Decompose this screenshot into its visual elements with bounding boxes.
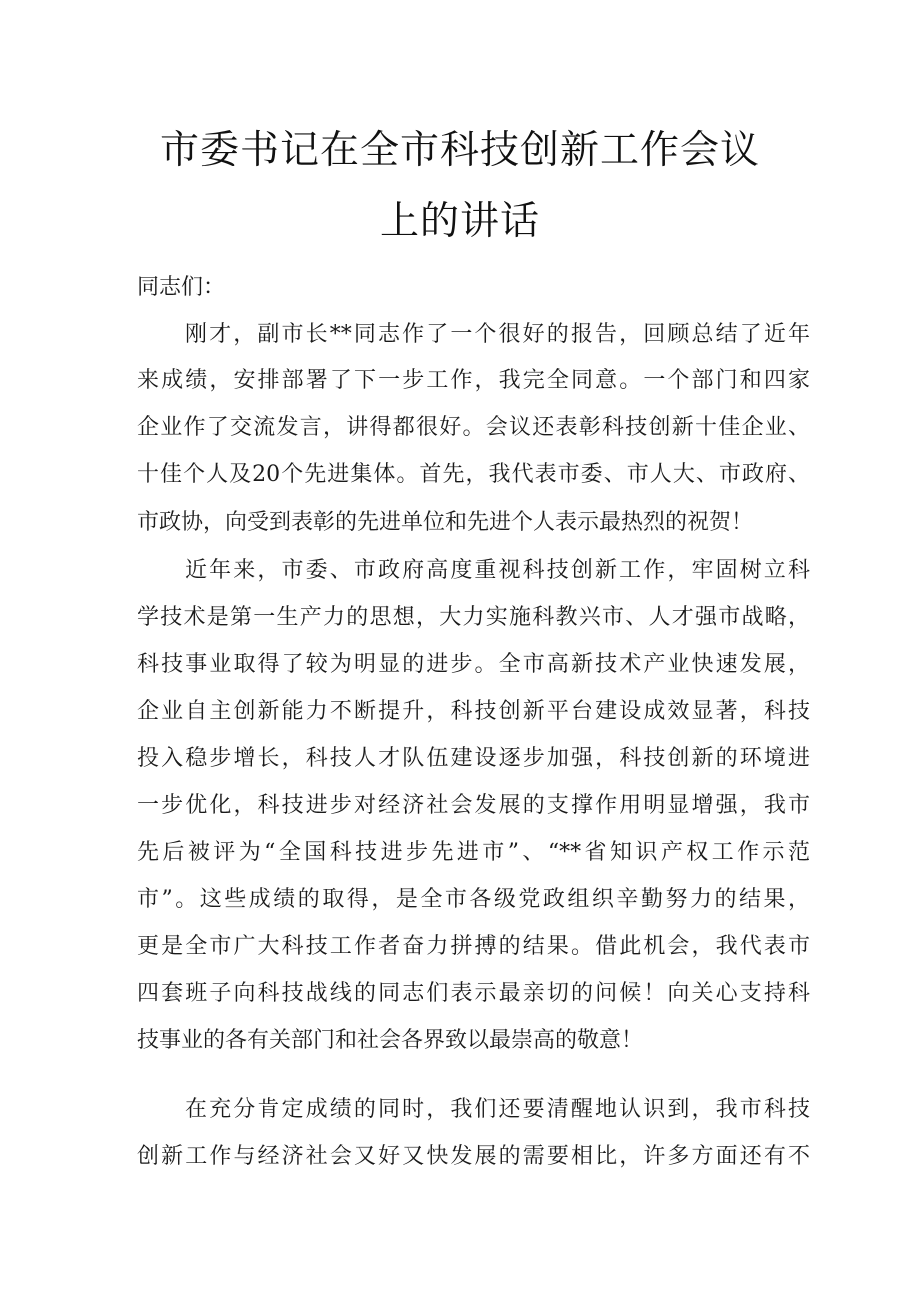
paragraph-2-line-2: 学技术是第一生产力的思想，大力实施科教兴市、人才强市战略， bbox=[137, 605, 810, 630]
paragraph-1-line-2: 来成绩，安排部署了下一步工作，我完全同意。一个部门和四家 bbox=[137, 368, 810, 393]
document-title-line-2: 上的讲话 bbox=[379, 199, 540, 244]
paragraph-2-line-11: 技事业的各有关部门和社会各界致以最崇高的敬意！ bbox=[137, 1028, 644, 1053]
paragraph-3-line-2: 创新工作与经济社会又好又快发展的需要相比，许多方面还有不 bbox=[137, 1144, 810, 1169]
paragraph-1-line-5: 市政协，向受到表彰的先进单位和先进个人表示最热烈的祝贺！ bbox=[137, 510, 754, 535]
paragraph-2-line-9: 更是全市广大科技工作者奋力拼搏的结果。借此机会，我代表市 bbox=[137, 934, 810, 959]
paragraph-2-line-8: 市”。这些成绩的取得，是全市各级党政组织辛勤努力的结果， bbox=[137, 887, 810, 912]
paragraph-1-line-3: 企业作了交流发言，讲得都很好。会议还表彰科技创新十佳企业、 bbox=[137, 415, 810, 440]
paragraph-2-line-7: 先后被评为“全国科技进步先进市”、“**省知识产权工作示范 bbox=[137, 840, 810, 865]
paragraph-2-line-3: 科技事业取得了较为明显的进步。全市高新技术产业快速发展， bbox=[137, 652, 810, 677]
paragraph-1-line-1: 刚才，副市长**同志作了一个很好的报告，回顾总结了近年 bbox=[185, 322, 810, 347]
paragraph-1-line-4: 十佳个人及20个先进集体。首先，我代表市委、市人大、市政府、 bbox=[137, 462, 810, 487]
document-title-line-1: 市委书记在全市科技创新工作会议 bbox=[159, 128, 760, 173]
salutation: 同志们： bbox=[137, 275, 226, 300]
paragraph-3-line-1: 在充分肯定成绩的同时，我们还要清醒地认识到，我市科技 bbox=[185, 1097, 810, 1122]
paragraph-2-line-10: 四套班子向科技战线的同志们表示最亲切的问候！向关心支持科 bbox=[137, 981, 810, 1006]
paragraph-2-line-4: 企业自主创新能力不断提升，科技创新平台建设成效显著，科技 bbox=[137, 699, 810, 724]
paragraph-2-line-5: 投入稳步增长，科技人才队伍建设逐步加强，科技创新的环境进 bbox=[137, 746, 810, 771]
paragraph-2-line-1: 近年来，市委、市政府高度重视科技创新工作，牢固树立科 bbox=[185, 558, 810, 583]
paragraph-2-line-6: 一步优化，科技进步对经济社会发展的支撑作用明显增强，我市 bbox=[137, 793, 810, 818]
